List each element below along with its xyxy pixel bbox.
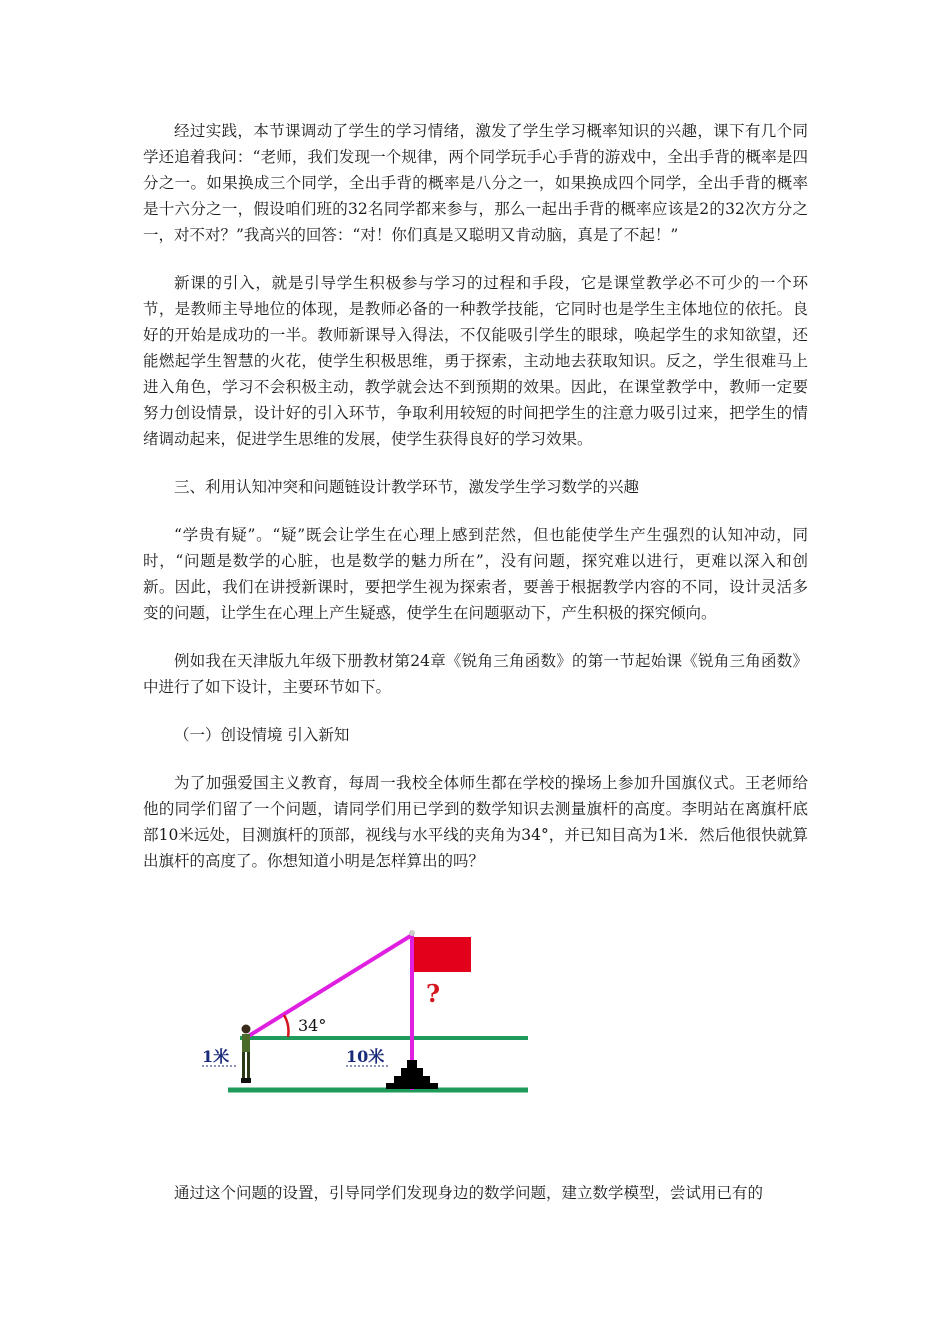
paragraph-flagpole-problem: 为了加强爱国主义教育，每周一我校全体师生都在学校的操场上参加升国旗仪式。王老师给他的同学们留了一个问题，请同学们用已学到的数学知识去测量旗杆的高度。李明站在离旗杆底部10米远处，目测旗杆的顶部，视线与水平线的夹角为34°，并已知目高为1米．然后他很快就算出旗杆的高度了。你想知道小明是怎样算出的吗？ <box>143 774 808 870</box>
flagpole-diagram <box>200 925 530 1100</box>
document-body <box>143 118 808 874</box>
section-heading-three: 三、利用认知冲突和问题链设计教学环节，激发学生学习数学的兴趣 <box>174 478 640 496</box>
paragraph-practice-result: 经过实践，本节课调动了学生的学习情绪，激发了学生学习概率知识的兴趣，课下有几个同学还追着我问：“老师，我们发现一个规律，两个同学玩手心手背的游戏中，全出手背的概率是四分之一。如果换成三个同学，全出手背的概率是八分之一，如果换成四个同学，全出手背的概率是十六分之一，假设咱们班的32名同学都来参与，那么一起出手背的概率应该是2的32次方分之一，对不对？”我高兴的回答：“对！你们真是又聪明又肯动脑，真是了不起！” <box>143 122 808 244</box>
paragraph-example: 例如我在天津版九年级下册教材第24章《锐角三角函数》的第一节起始课《锐角三角函数》中进行了如下设计，主要环节如下。 <box>143 652 808 696</box>
flag <box>414 937 471 972</box>
question-mark: ? <box>426 979 441 1008</box>
flagpole-base <box>386 1060 438 1089</box>
paragraph-problem-purpose: 通过这个问题的设置，引导同学们发现身边的数学问题，建立数学模型，尝试用已有的 <box>174 1184 764 1202</box>
document-continuation <box>143 1180 808 1206</box>
paragraph-lesson-intro: 新课的引入，就是引导学生积极参与学习的过程和手段，它是课堂教学必不可少的一个环节，是教师主导地位的体现，是教师必备的一种教学技能，它同时也是学生主体地位的依托。良好的开始是成功的一半。教师新课导入得法，不仅能吸引学生的眼球，唤起学生的求知欲望，还能燃起学生智慧的火花，使学生积极思维，勇于探索，主动地去获取知识。反之，学生很难马上进入角色，学习不会积极主动，教学就会达不到预期的效果。因此，在课堂教学中，教师一定要努力创设情景，设计好的引入环节，争取利用较短的时间把学生的注意力吸引过来，把学生的情绪调动起来，促进学生思维的发展，使学生获得良好的学习效果。 <box>143 274 808 448</box>
distance-label: 10米 <box>346 1047 385 1066</box>
pole-tip <box>409 930 415 936</box>
angle-arc <box>284 1015 289 1037</box>
sight-line <box>247 935 412 1037</box>
paragraph-doubt: “学贵有疑”。“疑”既会让学生在心理上感到茫然，但也能使学生产生强烈的认知冲动，同时，“问题是数学的心脏，也是数学的魅力所在”，没有问题，探究难以进行，更难以深入和创新。因此，我们在讲授新课时，要把学生视为探索者，要善于根据教学内容的不同，设计灵活多变的问题，让学生在心理上产生疑惑，使学生在问题驱动下，产生积极的探究倾向。 <box>143 526 808 622</box>
angle-label: 34° <box>298 1016 327 1035</box>
height-label: 1米 <box>202 1047 230 1066</box>
subsection-heading-one: （一）创设情境 引入新知 <box>174 726 350 744</box>
